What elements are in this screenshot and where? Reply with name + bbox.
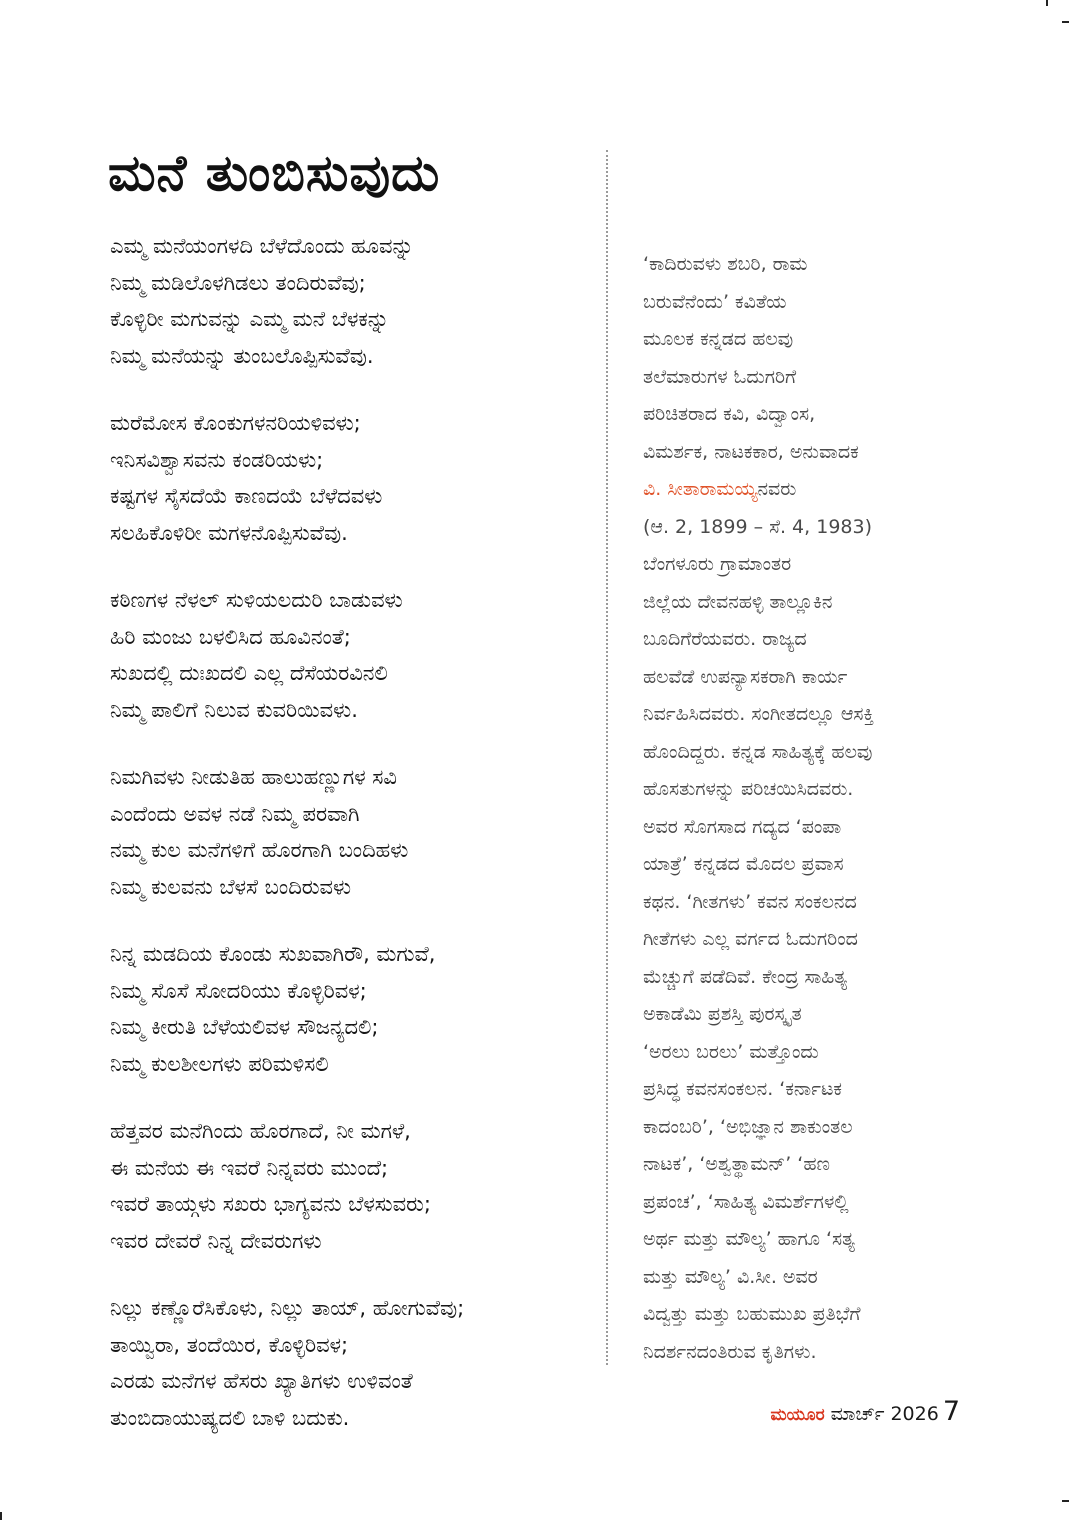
poem-line: ನಿಮ್ಮ ಕುಲವನು ಬೆಳಸೆ ಬಂದಿರುವಳು — [110, 874, 352, 899]
page-footer — [770, 1392, 960, 1435]
bio-line: ವಿಮರ್ಶಕ, ನಾಟಕಕಾರ, ಅನುವಾದಕ — [643, 440, 859, 463]
poem-line: ನಿಮ್ಮ ಪಾಲಿಗೆ ನಿಲುವ ಕುವರಿಯಿವಳು. — [110, 697, 358, 722]
bio-line: ‘ಕಾದಿರುವಳು ಶಬರಿ, ರಾಮ — [643, 253, 808, 275]
bio-line: ಪರಿಚಿತರಾದ ಕವಿ, ವಿದ್ವಾಂಸ, — [643, 403, 816, 425]
bio-line: ಜಿಲ್ಲೆಯ ದೇವನಹಳ್ಳಿ ತಾಲ್ಲೂಕಿನ — [643, 590, 833, 613]
bio-line: ವಿದ್ವತ್ತು ಮತ್ತು ಬಹುಮುಖ ಪ್ರತಿಭೆಗೆ — [643, 1303, 861, 1325]
poem-line: ಸಲಹಿಕೊಳಿರೀ ಮಗಳನೊಪ್ಪಿಸುವೆವು. — [110, 520, 348, 545]
poem-stanza — [110, 936, 590, 1082]
poem-line: ಇನಿಸವಿಶ್ವಾಸವನು ಕಂಡರಿಯಳು; — [110, 447, 324, 472]
poem-line: ನಿಮ್ಮ ಸೊಸೆ ಸೋದರಿಯು ಕೊಳ್ಳಿರಿವಳ; — [110, 978, 367, 1003]
crop-mark-bottom-right-h — [1062, 1500, 1069, 1502]
bio-line: ಮತ್ತು ಮೌಲ್ಯ’ ವಿ.ಸೀ. ಅವರ — [643, 1265, 818, 1288]
poem-line: ಕಷ್ಟಗಳ ಸೈಸದೆಯೆ ಕಾಣದಯೆ ಬೆಳೆದವಳು — [110, 484, 383, 508]
bio-line: ಬೂದಿಗೆರೆಯವರು. ರಾಜ್ಯದ — [643, 628, 807, 650]
poem-line: ಇವರೆ ತಾಯ್ಗಳು ಸಖರು ಭಾಗ್ಯವನು ಬೆಳಸುವರು; — [110, 1192, 431, 1216]
poem-stanza — [110, 228, 590, 374]
poem-line: ಸುಖದಲ್ಲಿ ದುಃಖದಲಿ ಎಲ್ಲ ದೆಸೆಯರವಿನಲಿ — [110, 661, 388, 685]
bio-line: ಕಾದಂಬರಿ’, ‘ಅಭಿಜ್ಞಾನ ಶಾಕುಂತಲ — [643, 1115, 853, 1138]
poem-line: ನಿಮ್ಮ ಮನೆಯನ್ನು ತುಂಬಲೊಪ್ಪಿಸುವೆವು. — [110, 343, 374, 368]
issue-date: ಮಾರ್ಚ್ 2026 — [830, 1403, 939, 1425]
bio-line: ಅರ್ಥ ಮತ್ತು ಮೌಲ್ಯ’ ಹಾಗೂ ‘ಸತ್ಯ — [643, 1228, 855, 1250]
poem-line: ಕಠಿಣಗಳ ನೆಳಲ್ ಸುಳಿಯಲದುರಿ ಬಾಡುವಳು — [110, 588, 403, 612]
poem-stanza — [110, 405, 590, 551]
poem-line: ನಿಮ್ಮ ಮಡಿಲೊಳಗಿಡಲು ತಂದಿರುವೆವು; — [110, 270, 366, 295]
bio-line: ಬೆಂಗಳೂರು ಗ್ರಾಮಾಂತರ — [643, 553, 792, 575]
author-bio — [643, 246, 961, 1371]
bio-line: ಗೀತೆಗಳು ಎಲ್ಲ ವರ್ಗದ ಓದುಗರಿಂದ — [643, 928, 858, 950]
poem-line: ನಿನ್ನ ಮಡದಿಯ ಕೊಂಡು ಸುಖವಾಗಿರೌ, ಮಗುವೆ, — [110, 942, 436, 966]
bio-line: ನಾಟಕ’, ‘ಅಶ್ವತ್ಥಾಮನ್’ ‘ಹಣ — [643, 1153, 830, 1175]
crop-mark-top-right-h — [1062, 21, 1069, 23]
bio-line-author — [643, 471, 961, 509]
author-name: ವಿ. ಸೀತಾರಾಮಯ್ಯ — [643, 478, 758, 500]
magazine-name: ಮಯೂರ — [770, 1405, 825, 1425]
poem-line: ಕೊಳ್ಳಿರೀ ಮಗುವನ್ನು ಎಮ್ಮ ಮನೆ ಬೆಳಕನ್ನು — [110, 307, 389, 331]
poem-line: ನಿಮಗಿವಳು ನೀಡುತಿಹ ಹಾಲುಹಣ್ಣುಗಳ ಸವಿ — [110, 765, 397, 789]
poem-stanza — [110, 759, 590, 905]
bio-line: ಪ್ರಪಂಚ’, ‘ಸಾಹಿತ್ಯ ವಿಮರ್ಶೆಗಳಲ್ಲಿ — [643, 1190, 849, 1213]
bio-line: ‘ಅರಲು ಬರಲು’ ಮತ್ತೊಂದು — [643, 1040, 819, 1063]
poem-line: ತಾಯ್ವಿರಾ, ತಂದೆಯಿರ, ಕೊಳ್ಳಿರಿವಳ; — [110, 1332, 349, 1357]
poem-line: ನಿಮ್ಮ ಕುಲಶೀಲಗಳು ಪರಿಮಳಿಸಲಿ — [110, 1051, 329, 1076]
poem-stanza — [110, 1290, 590, 1436]
poem-line: ಎಮ್ಮ ಮನೆಯಂಗಳದಿ ಬೆಳೆದೊಂದು ಹೂವನ್ನು — [110, 234, 414, 258]
bio-line: ನಿದರ್ಶನದಂತಿರುವ ಕೃತಿಗಳು. — [643, 1340, 817, 1363]
poem-line: ಹಿರಿ ಮಂಜು ಬಳಲಿಸಿದ ಹೂವಿನಂತೆ; — [110, 624, 351, 649]
poem-stanza — [110, 582, 590, 728]
column-divider — [606, 150, 608, 1365]
bio-line-dates: (ಆ. 2, 1899 – ಸೆ. 4, 1983) — [643, 515, 872, 538]
poem — [110, 228, 590, 1467]
page-number: 7 — [942, 1396, 960, 1427]
poem-line: ಎರಡು ಮನೆಗಳ ಹೆಸರು ಖ್ಯಾತಿಗಳು ಉಳಿವಂತೆ — [110, 1369, 413, 1393]
crop-mark-top-right-v — [1046, 0, 1048, 6]
poem-line: ನಿಮ್ಮ ಕೀರುತಿ ಬೆಳೆಯಲಿವಳ ಸೌಜನ್ಯದಲಿ; — [110, 1015, 379, 1039]
page-title: ಮನೆ ತುಂಬಿಸುವುದು — [108, 144, 441, 202]
poem-line: ನಮ್ಮ ಕುಲ ಮನೆಗಳಿಗೆ ಹೊರಗಾಗಿ ಬಂದಿಹಳು — [110, 838, 409, 862]
bio-line: ಕಥನ. ‘ಗೀತಗಳು’ ಕವನ ಸಂಕಲನದ — [643, 890, 857, 913]
poem-line: ತುಂಬಿದಾಯುಷ್ಯದಲಿ ಬಾಳಿ ಬದುಕು. — [110, 1405, 350, 1430]
poem-line: ನಿಲ್ಲು ಕಣ್ಣೊರೆಸಿಕೊಳು, ನಿಲ್ಲು ತಾಯ್, ಹೋಗುವೆವು; — [110, 1296, 465, 1320]
poem-stanza — [110, 1113, 590, 1259]
poem-line: ಇವರ ದೇವರೆ ನಿನ್ನ ದೇವರುಗಳು — [110, 1228, 322, 1253]
bio-line: ಹೊಸತುಗಳನ್ನು ಪರಿಚಯಿಸಿದವರು. — [643, 778, 854, 800]
bio-line: ತಲೆಮಾರುಗಳ ಓದುಗರಿಗೆ — [643, 365, 797, 388]
poem-line: ಈ ಮನೆಯ ಈ ಇವರೆ ನಿನ್ನವರು ಮುಂದೆ; — [110, 1155, 389, 1180]
poem-line: ಎಂದೆಂದು ಅವಳ ನಡೆ ನಿಮ್ಮ ಪರವಾಗಿ — [110, 801, 360, 826]
author-suffix: ನವರು — [757, 478, 797, 500]
poem-line: ಹೆತ್ತವರ ಮನೆಗಿಂದು ಹೊರಗಾದೆ, ನೀ ಮಗಳೆ, — [110, 1119, 411, 1143]
bio-line: ಮೂಲಕ ಕನ್ನಡದ ಹಲವು — [643, 328, 794, 350]
crop-mark-bottom-left-v — [0, 1512, 2, 1520]
bio-line: ಪ್ರಸಿದ್ಧ ಕವನಸಂಕಲನ. ‘ಕರ್ನಾಟಕ — [643, 1078, 842, 1100]
bio-line: ಅಕಾಡೆಮಿ ಪ್ರಶಸ್ತಿ ಪುರಸ್ಕೃತ — [643, 1003, 802, 1025]
bio-line: ನಿರ್ವಹಿಸಿದವರು. ಸಂಗೀತದಲ್ಲೂ ಆಸಕ್ತಿ — [643, 703, 874, 725]
bio-line: ಹೊಂದಿದ್ದರು. ಕನ್ನಡ ಸಾಹಿತ್ಯಕ್ಕೆ ಹಲವು — [643, 740, 873, 763]
bio-line: ಅವರ ಸೊಗಸಾದ ಗದ್ಯದ ‘ಪಂಪಾ — [643, 815, 842, 838]
bio-line: ಹಲವೆಡೆ ಉಪನ್ಯಾಸಕರಾಗಿ ಕಾರ್ಯ — [643, 665, 848, 688]
bio-line: ಮೆಚ್ಚುಗೆ ಪಡೆದಿವೆ. ಕೇಂದ್ರ ಸಾಹಿತ್ಯ — [643, 965, 848, 988]
poem-line: ಮರೆಮೋಸ ಕೊಂಕುಗಳನರಿಯಳಿವಳು; — [110, 411, 361, 435]
bio-line: ಯಾತ್ರೆ’ ಕನ್ನಡದ ಮೊದಲ ಪ್ರವಾಸ — [643, 853, 844, 875]
bio-line: ಬರುವೆನೆಂದು’ ಕವಿತೆಯ — [643, 290, 787, 313]
